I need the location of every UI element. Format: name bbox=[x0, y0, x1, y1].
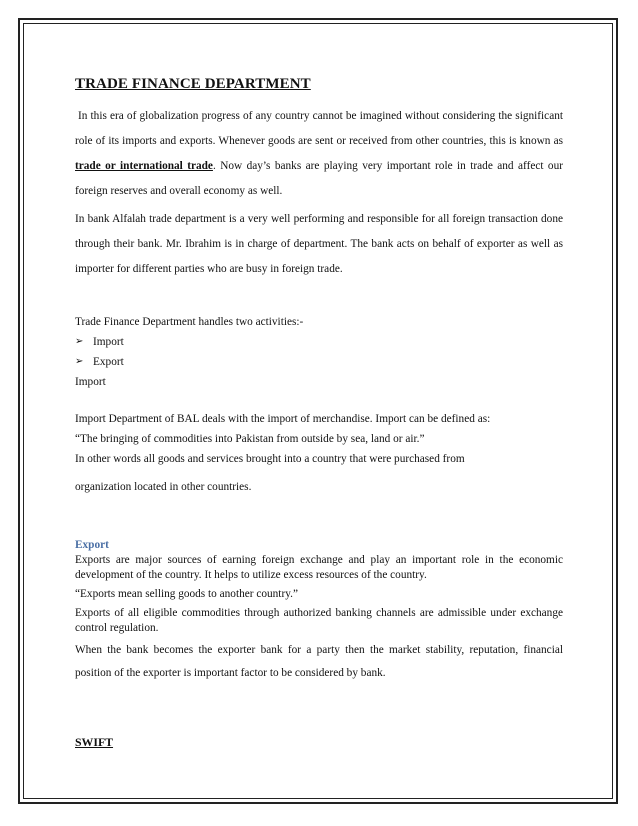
intro-paragraph bbox=[75, 104, 563, 204]
import-line: Import Department of BAL deals with the import of merchandise. Import can be defined as: bbox=[75, 412, 491, 425]
import-line: “The bringing of commodities into Pakistan from outside by sea, land or air.” bbox=[75, 432, 425, 445]
import-line: In other words all goods and services brought into a country that were purchased from bbox=[75, 452, 465, 465]
export-quote: “Exports mean selling goods to another country.” bbox=[75, 587, 298, 600]
intro-emphasis: trade or international trade bbox=[75, 159, 213, 172]
export-paragraph: Exports of all eligible commodities through authorized banking channels are admissible under exchange control regulation. bbox=[75, 606, 563, 634]
export-paragraph: When the bank becomes the exporter bank for a party then the market stability, reputation, financial position of the exporter is important factor to be considered by bank. bbox=[75, 643, 563, 679]
arrow-bullet-icon: ➢ bbox=[75, 355, 84, 367]
list-item bbox=[75, 352, 563, 372]
list-item-label: Export bbox=[93, 355, 124, 368]
document-body bbox=[75, 75, 563, 696]
export-paragraph: Exports are major sources of earning foreign exchange and play an important role in the economic development of the country. It helps to utilize excess resources of the country. bbox=[75, 553, 563, 581]
swift-heading: SWIFT bbox=[75, 735, 114, 749]
import-org-line: organization located in other countries. bbox=[75, 480, 252, 493]
arrow-bullet-icon: ➢ bbox=[75, 335, 84, 347]
export-heading: Export bbox=[75, 538, 109, 551]
intro-text-before: In this era of globalization progress of any country cannot be imagined without considering the significant role of its imports and exports. Whenever goods are sent or received from other countries, this is known as bbox=[75, 109, 563, 147]
list-item-label: Import bbox=[93, 335, 124, 348]
department-paragraph: In bank Alfalah trade department is a very well performing and responsible for all foreign transaction done through their bank. Mr. Ibrahim is in charge of department. The bank acts on behalf of exporter as well as importer for different parties who are busy in foreign trade. bbox=[75, 212, 563, 275]
section-heading: TRADE FINANCE DEPARTMENT bbox=[75, 76, 311, 92]
list-item bbox=[75, 332, 563, 352]
activities-intro: Trade Finance Department handles two activities:- bbox=[75, 315, 304, 328]
import-label: Import bbox=[75, 375, 106, 388]
intro-text-after: . Now day’s banks are playing very important role in trade and affect our foreign reserves and overall economy as well. bbox=[75, 159, 563, 197]
